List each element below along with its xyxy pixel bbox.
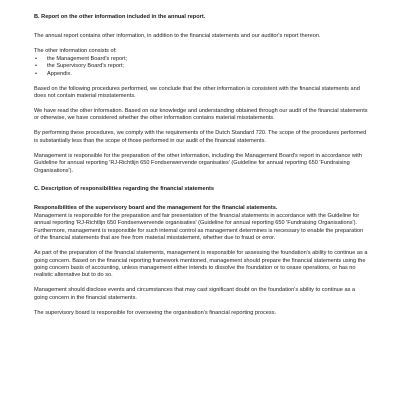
list-item: • the Management Board's report;: [34, 56, 368, 63]
section-b-paragraph-3: We have read the other information. Based on our knowledge and understanding obtained through our audit of the financial statements or otherwise, we have considered whether the other information contains material misstatements.: [34, 108, 368, 122]
list-item: • the Supervisory Board's report;: [34, 63, 368, 70]
section-c-paragraph-2: As part of the preparation of the financial statements, management is responsible for assessing the foundation's ability to continue as a going concern. Based on the financial reporting framework mentioned, management should prepare the financial statements using the going concern basis of accounting, unless management either intends to dissolve the foundation or to cease operations, or has no realistic alternative but to do so.: [34, 250, 368, 279]
other-information-list-intro: The other information consists of:: [34, 48, 117, 55]
section-c-paragraph-4: The supervisory board is responsible for overseeing the organisation's financial reporting process.: [34, 309, 277, 316]
section-c-heading: C. Description of responsibilities regarding the financial statements: [34, 186, 214, 193]
section-c-paragraph-1: Management is responsible for the preparation and fair presentation of the financial statements in accordance with the Guideline for annual reporting 'RJ-Richtlijn 650 Fondsenwervende organisaties' (Guideline for annual reporting 650 'Fundraising Organisations'). Furthermore, management is responsible for such internal control as management determines is necessary to enable the preparation of the financial statements that are free from material misstatement, whether due to fraud or error.: [34, 212, 364, 242]
section-c-subheading: Responsibilities of the supervisory board and the management for the financial statements.: [34, 205, 278, 212]
list-item: • Appendix.: [34, 71, 368, 78]
section-b-paragraph-4: By performing these procedures, we comply with the requirements of the Dutch Standard 720. The scope of the procedures performed is substantially less than the scope of those performed in our audit of the financial statements.: [34, 130, 367, 144]
section-b-paragraph-5: Management is responsible for the preparation of the other information, including the Management Board's report in accordance with Guideline for annual reporting 'RJ-Richtlijn 650 Fondsenwervende organisaties' (Guideline for annual reporting 650 'Fundraising Organisations').: [34, 152, 362, 174]
section-b-paragraph-1: The annual report contains other information, in addition to the financial statements and our auditor's report thereon.: [34, 33, 321, 40]
section-c-paragraph-3: Management should disclose events and circumstances that may cast significant doubt on the foundation's ability to continue as a going concern in the financial statements.: [34, 287, 356, 301]
other-information-list: [34, 56, 368, 78]
section-b-paragraph-2: Based on the following procedures performed, we conclude that the other information is consistent with the financial statements and does not contain material misstatements.: [34, 85, 360, 100]
section-b-heading: B. Report on the other information included in the annual report.: [34, 14, 206, 20]
